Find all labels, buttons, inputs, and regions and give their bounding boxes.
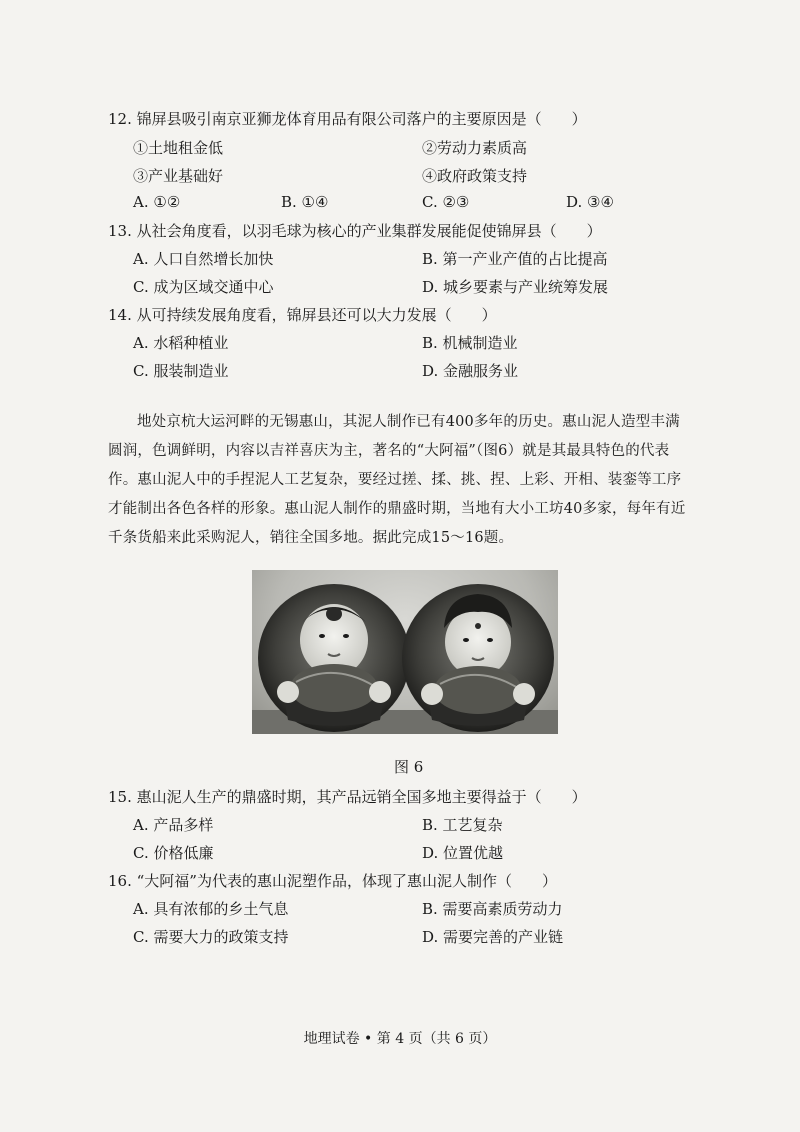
q16-option-c: C. 需要大力的政策支持: [133, 928, 289, 946]
figure-caption: 图 6: [394, 758, 424, 776]
q12-option-b: B. ①④: [281, 193, 329, 211]
q14-option-a: A. 水稻种植业: [133, 334, 229, 352]
q14-option-d: D. 金融服务业: [422, 362, 519, 380]
q12-statement-1: ①土地租金低: [133, 139, 224, 157]
q13-option-b: B. 第一产业产值的占比提高: [422, 250, 608, 268]
q13-option-c: C. 成为区域交通中心: [133, 278, 274, 296]
q16-option-d: D. 需要完善的产业链: [422, 928, 564, 946]
q14-option-c: C. 服装制造业: [133, 362, 229, 380]
question-13-stem: 13. 从社会角度看，以羽毛球为核心的产业集群发展能促使锦屏县（ ）: [108, 222, 602, 240]
question-16-stem: 16. “大阿福”为代表的惠山泥塑作品，体现了惠山泥人制作（ ）: [108, 872, 557, 890]
q15-option-d: D. 位置优越: [422, 844, 504, 862]
q12-statement-3: ③产业基础好: [133, 167, 224, 185]
q15-option-c: C. 价格低廉: [133, 844, 214, 862]
q12-option-c: C. ②③: [422, 193, 470, 211]
q13-option-d: D. 城乡要素与产业统筹发展: [422, 278, 609, 296]
question-14-stem: 14. 从可持续发展角度看，锦屏县还可以大力发展（ ）: [108, 306, 497, 324]
reading-passage: 地处京杭大运河畔的无锡惠山，其泥人制作已有400多年的历史。惠山泥人造型丰满圆润，色调鲜明，内容以吉祥喜庆为主，著名的“大阿福”（图6）就是其最具特色的代表作。惠山泥人中的手捏泥人工艺复杂，要经过搓、揉、挑、捏、上彩、开相、装銮等工序才能制出各色各样的形象。惠山泥人制作的鼎盛时期，当地有大小工坊40多家，每年有近千条货船来此采购泥人，销往全国多地。据此完成15～16题。: [108, 414, 686, 546]
q15-option-b: B. 工艺复杂: [422, 816, 503, 834]
page-footer: 地理试卷 • 第 4 页（共 6 页）: [303, 1031, 497, 1047]
q12-option-a: A. ①②: [133, 193, 181, 211]
question-12-stem: 12. 锦屏县吸引南京亚狮龙体育用品有限公司落户的主要原因是（ ）: [108, 110, 587, 128]
q16-option-b: B. 需要高素质劳动力: [422, 900, 563, 918]
q12-option-d: D. ③④: [566, 193, 614, 211]
da-a-fu-clay-figurines-photo: [252, 570, 558, 734]
q14-option-b: B. 机械制造业: [422, 334, 518, 352]
question-15-stem: 15. 惠山泥人生产的鼎盛时期，其产品远销全国多地主要得益于（ ）: [108, 788, 587, 806]
q12-statement-4: ④政府政策支持: [422, 167, 528, 185]
q15-option-a: A. 产品多样: [133, 816, 214, 834]
q16-option-a: A. 具有浓郁的乡土气息: [133, 900, 289, 918]
q13-option-a: A. 人口自然增长加快: [133, 250, 274, 268]
q12-statement-2: ②劳动力素质高: [422, 139, 528, 157]
